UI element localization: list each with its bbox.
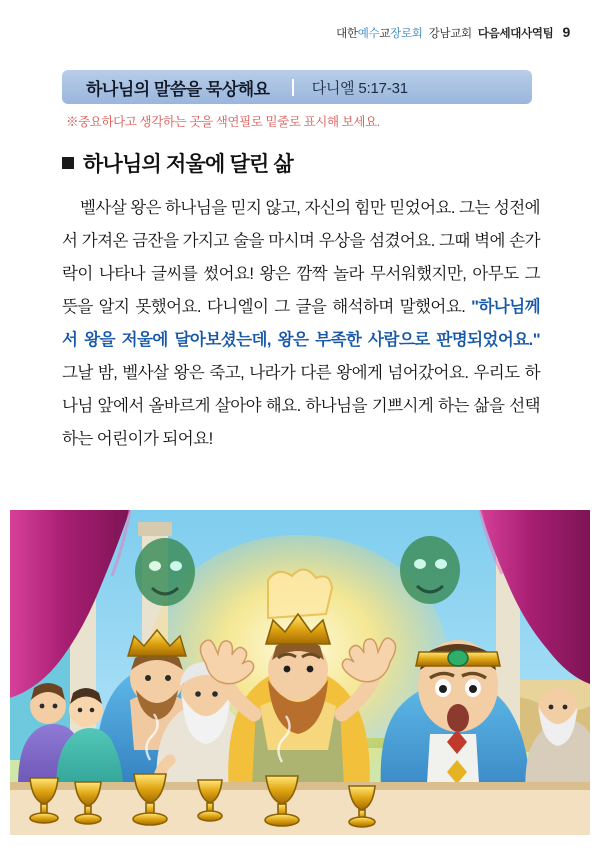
- section-title-label: 하나님의 말씀을 묵상해요: [86, 79, 270, 99]
- lesson-heading-text: 하나님의 저울에 달린 삶: [83, 153, 293, 176]
- page-number: 9: [562, 24, 570, 40]
- church-name: 대한예수교장로회: [336, 28, 423, 40]
- body-quote: "하나님께서 왕을 저울에 달아보셨는데, 왕은 부족한 사람으로 판명되었어요.": [62, 298, 540, 349]
- title-divider: [292, 79, 294, 96]
- page-header: [336, 24, 570, 41]
- lesson-illustration: [10, 510, 590, 835]
- lesson-heading: [62, 148, 293, 178]
- instruction-note: ※중요하다고 생각하는 곳을 색연필로 밑줄로 표시해 보세요.: [66, 115, 380, 129]
- section-title-bar: [62, 70, 532, 104]
- scripture-reference: 다니엘 5:17-31: [311, 79, 408, 97]
- church-branch: 강남교회: [428, 28, 472, 40]
- body-part-one: 벨사살 왕은 하나님을 믿지 않고, 자신의 힘만 믿었어요. 그는 성전에서 가져온 금잔을 가지고 술을 마시며 우상을 섬겼어요. 그때 벽에 손가락이 나타나 글씨를 썼어요! 왕은 깜짝 놀라 무서워했지만, 아무도 그 뜻을 알지 못했어요. 다니엘이 그 글을 해석하며 말했어요.: [62, 199, 540, 316]
- team-name: 다음세대사역팀: [477, 28, 554, 40]
- body-part-two: 그날 밤, 벨사살 왕은 죽고, 나라가 다른 왕에게 넘어갔어요. 우리도 하나님 앞에서 올바르게 살아야 해요. 하나님을 기쁘시게 하는 삶을 선택하는 어린이가 되어요!: [62, 364, 540, 448]
- lesson-body: [62, 192, 540, 456]
- square-bullet-icon: [62, 157, 74, 169]
